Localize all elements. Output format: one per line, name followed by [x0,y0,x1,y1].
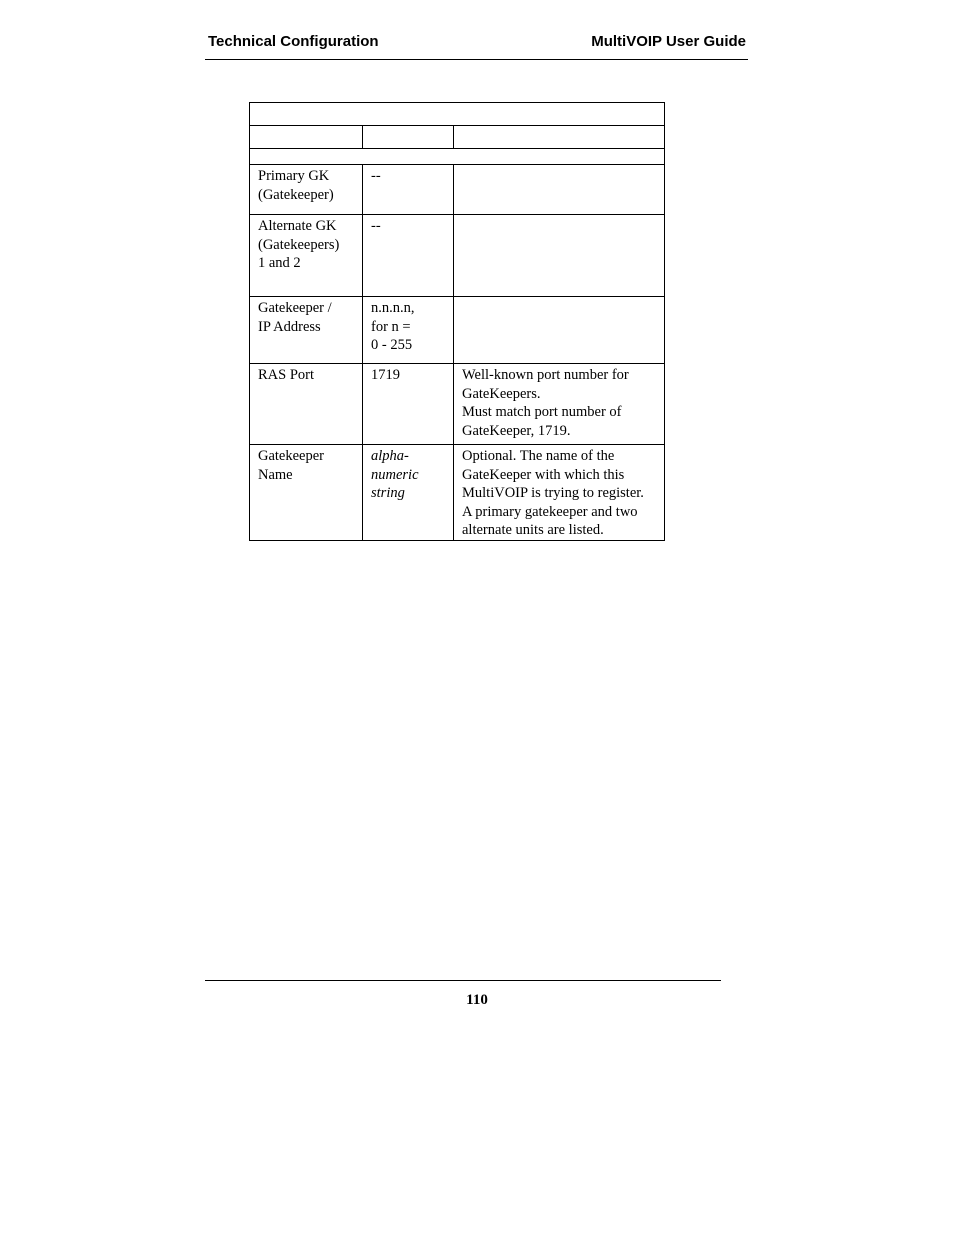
field-value-cell: -- [363,215,454,297]
field-name-cell: Alternate GK (Gatekeepers) 1 and 2 [250,215,363,297]
field-description-cell: Optional. The name of the GateKeeper with which this MultiVOIP is trying to register. A primary gatekeeper and two alternate units are listed. [454,445,665,541]
table-section-row [250,149,665,165]
table-row [250,445,665,541]
table-title-row [250,103,665,126]
field-description-cell [454,215,665,297]
table-row [250,165,665,215]
field-description-cell [454,165,665,215]
table-row [250,215,665,297]
field-description-cell: Well-known port number for GateKeepers. Must match port number of GateKeeper, 1719. [454,364,665,445]
page-header [205,33,748,60]
footer-divider [205,980,721,981]
gatekeeper-fields-table [249,102,665,541]
field-name-cell: Gatekeeper Name [250,445,363,541]
field-name-cell: RAS Port [250,364,363,445]
field-name-cell: Gatekeeper / IP Address [250,297,363,364]
field-value-cell: alpha- numeric string [363,445,454,541]
table-header-row [250,126,665,149]
header-section-title: Technical Configuration [208,33,379,50]
page-number: 110 [466,992,488,1008]
table-row [250,364,665,445]
field-name-cell: Primary GK (Gatekeeper) [250,165,363,215]
table-row [250,297,665,364]
field-value-cell: 1719 [363,364,454,445]
field-value-cell: -- [363,165,454,215]
field-description-cell [454,297,665,364]
header-guide-title: MultiVOIP User Guide [591,33,746,50]
field-value-cell: n.n.n.n, for n = 0 - 255 [363,297,454,364]
